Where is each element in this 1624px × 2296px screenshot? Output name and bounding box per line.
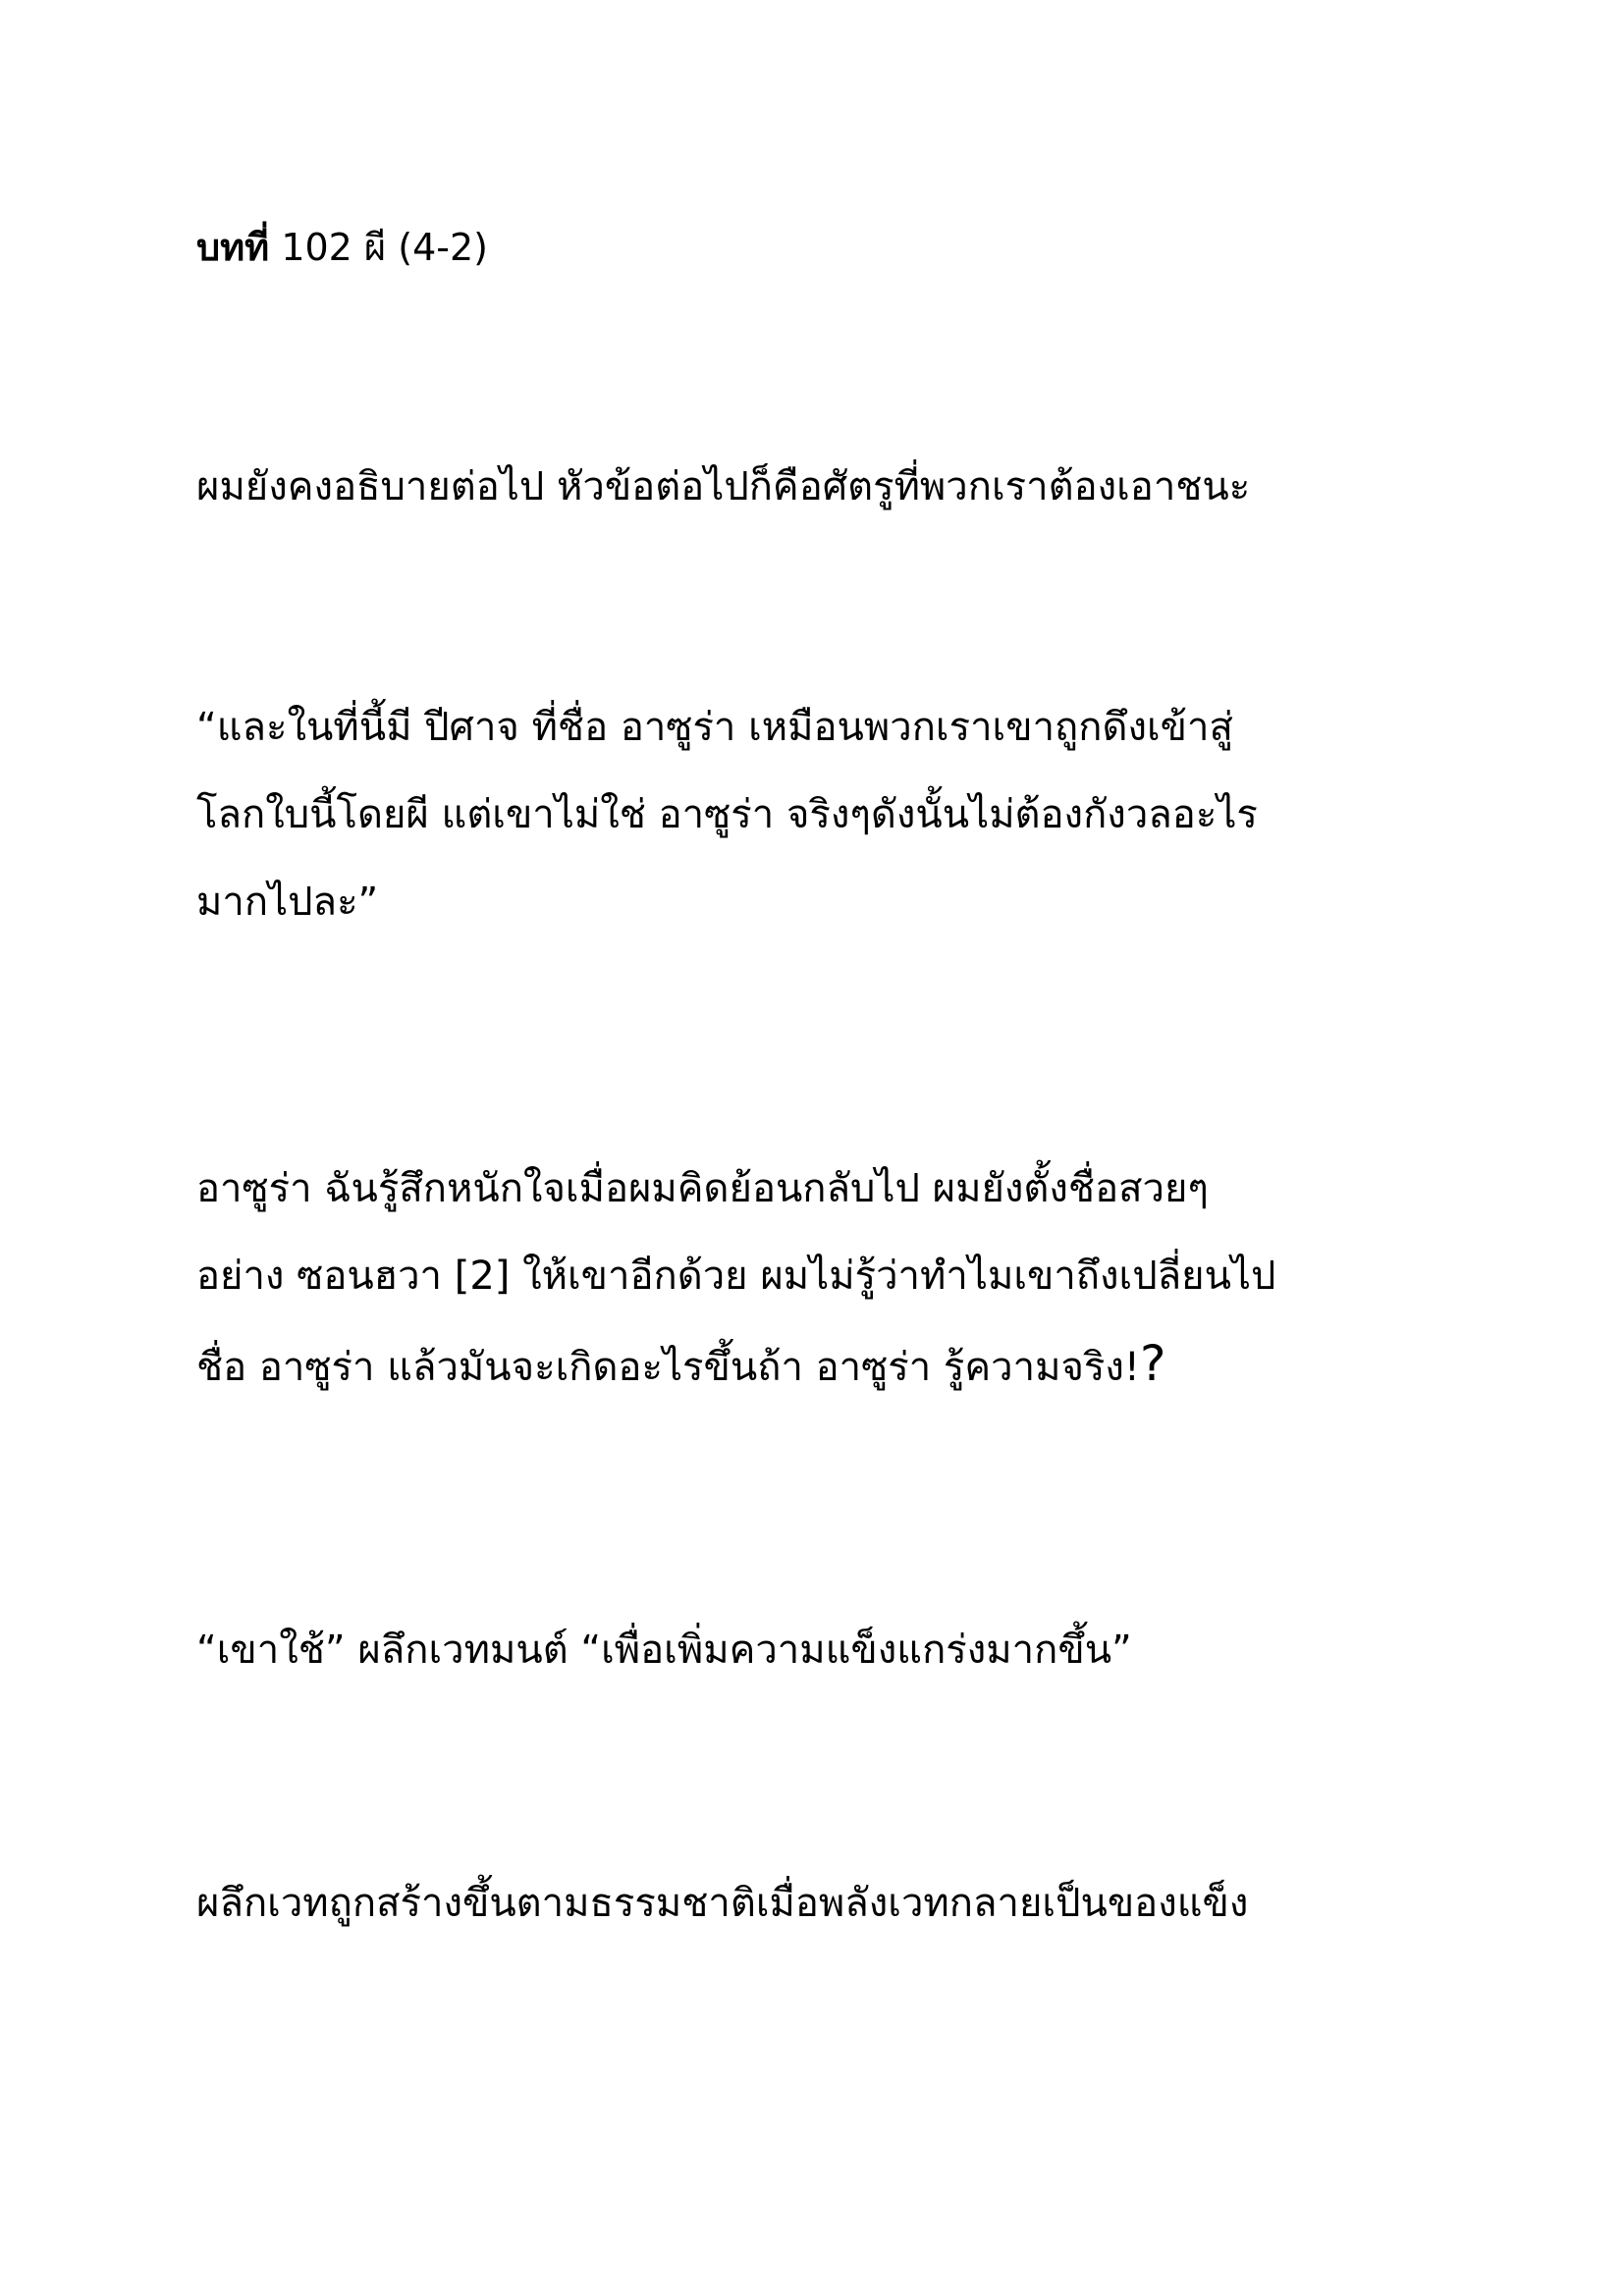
paragraph-line: “เขาใช้” ผลึกเวทมนต์ “เพื่อเพิ่มความแข็งแกร่งมากขึ้น” (196, 1628, 1132, 1673)
paragraph-line: อย่าง ซอนฮวา [2] ให้เขาอีกด้วย ผมไม่รู้ว่าทำไมเขาถึงเปลี่ยนไป (196, 1254, 1276, 1299)
paragraph-3 (196, 1146, 1473, 1412)
paragraph-2-dialogue (196, 684, 1473, 946)
paragraph-line-last (196, 1320, 1473, 1412)
paragraph-line: ผลึกเวทถูกสร้างขึ้นตามธรรมชาติเมื่อพลังเวทกลายเป็นของแข็ง (196, 1881, 1249, 1926)
paragraph-5 (196, 1860, 1473, 1948)
paragraph-line: ผมยังคงอธิบายต่อไป หัวข้อต่อไปก็คือศัตรูที่พวกเราต้องเอาชนะ (196, 464, 1251, 509)
paragraph-1 (196, 444, 1473, 531)
paragraph-line: “และในที่นี้มี ปีศาจ ที่ชื่อ อาซูร่า เหมือนพวกเราเขาถูกดึงเข้าสู่ (196, 705, 1233, 750)
paragraph-4-dialogue (196, 1607, 1473, 1694)
chapter-label: บทที่ (196, 226, 270, 269)
paragraph-line: มากไปละ” (196, 880, 379, 925)
paragraph-line-text: ชื่อ อาซูร่า แล้วมันจะเกิดอะไรขึ้นถ้า อาซูร่า รู้ความจริง! (196, 1345, 1140, 1390)
paragraph-line: อาซูร่า ฉันรู้สึกหนักใจเมื่อผมคิดย้อนกลับไป ผมยังตั้งชื่อสวยๆ (196, 1166, 1209, 1211)
question-mark: ? (1139, 1335, 1166, 1392)
paragraph-line: โลกใบนี้โดยผี แต่เขาไม่ใช่ อาซูร่า จริงๆดังนั้นไม่ต้องกังวลอะไร (196, 792, 1258, 837)
chapter-number-title: 102 ผี (4-2) (281, 226, 488, 269)
chapter-heading (196, 218, 488, 277)
